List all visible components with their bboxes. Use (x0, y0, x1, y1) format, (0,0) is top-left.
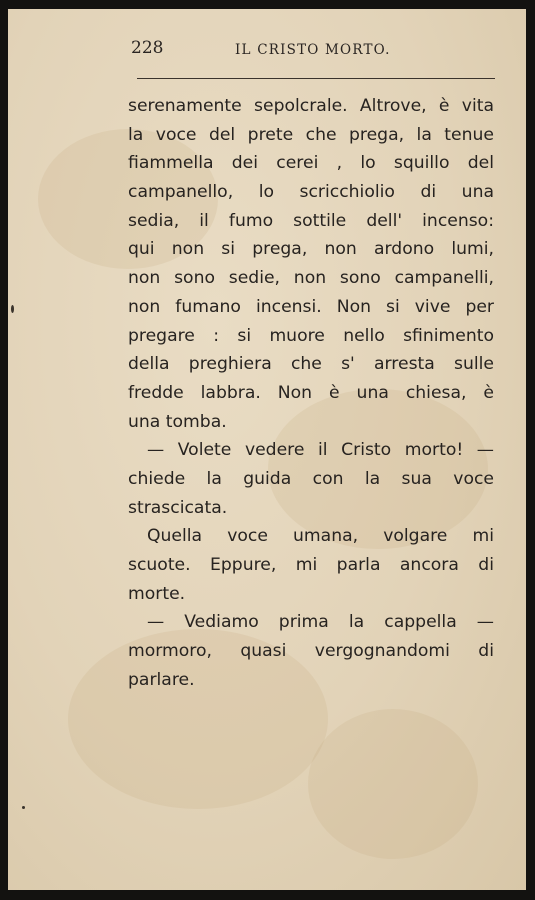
text-line: parlare. (128, 669, 195, 690)
text-line: della preghiera che s' arresta sulle (128, 354, 494, 375)
text-line: morte. (128, 583, 186, 604)
text-line: serenamente sepolcrale. Altrove, è vita (128, 96, 494, 116)
paper-stain (308, 709, 478, 859)
text-line: campanello, lo scricchiolio di una (128, 182, 494, 203)
running-title: IL CRISTO MORTO. (235, 42, 391, 58)
text-line: strascicata. (128, 497, 228, 518)
text-line: una tomba. (128, 411, 227, 432)
text-line: chiede la guida con la sua voce (128, 468, 494, 489)
header-rule (137, 78, 495, 79)
page-number: 228 (131, 38, 164, 58)
text-line: Quella voce umana, volgare mi (147, 526, 494, 547)
text-line: mormoro, quasi vergognandomi di (128, 641, 494, 662)
page-header (131, 36, 501, 66)
text-line: — Volete vedere il Cristo morto! — (147, 440, 494, 461)
text-line: — Vediamo prima la cappella — (147, 612, 494, 633)
text-line: non sono sedie, non sono campanelli, (128, 268, 494, 289)
ink-speck (11, 305, 14, 313)
text-line: non fumano incensi. Non si vive per (128, 296, 494, 317)
text-line: sedia, il fumo sottile dell' incenso: (128, 210, 494, 231)
text-line: pregare : si muore nello sfinimento (128, 325, 494, 346)
text-line: fredde labbra. Non è una chiesa, è (128, 382, 494, 403)
body-text (128, 92, 494, 694)
text-line: scuote. Eppure, mi parla ancora di (128, 555, 494, 575)
ink-speck (22, 806, 25, 809)
text-line: la voce del prete che prega, la tenue (128, 124, 494, 145)
text-line: fiammella dei cerei , lo squillo del (128, 153, 494, 174)
text-line: qui non si prega, non ardono lumi, (128, 239, 494, 260)
